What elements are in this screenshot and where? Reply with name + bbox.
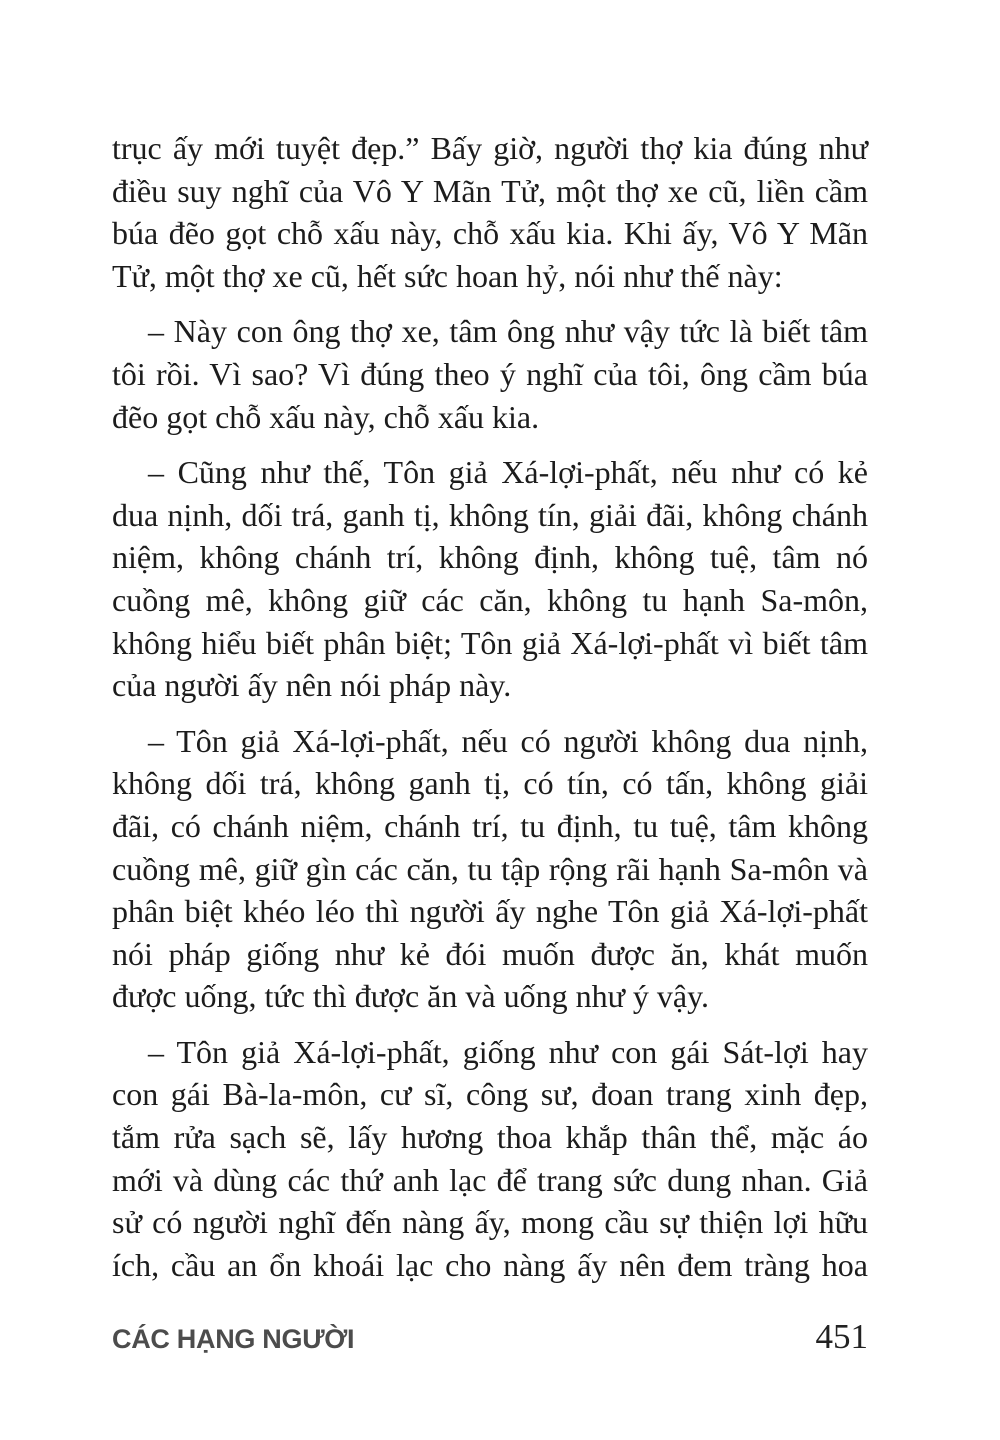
text-line	[112, 494, 868, 537]
text-line-content: niệm, không chánh trí, không định, không tuệ, tâm nó	[112, 539, 868, 576]
body-text	[112, 127, 868, 1286]
text-line	[112, 1116, 868, 1159]
paragraph	[112, 451, 868, 707]
running-title: CÁC HẠNG NGƯỜI	[112, 1324, 355, 1354]
text-line	[112, 1244, 868, 1287]
text-line-content: đẽo gọt chỗ xấu này, chỗ xấu kia.	[112, 398, 540, 435]
text-line	[112, 720, 868, 763]
text-line-content: dua nịnh, dối trá, ganh tị, không tín, giải đãi, không chánh	[112, 496, 868, 533]
text-line-content: – Tôn giả Xá-lợi-phất, giống như con gái Sát-lợi hay	[148, 1033, 868, 1070]
page-number: 451	[815, 1317, 868, 1356]
text-line-content: phân biệt khéo léo thì người ấy nghe Tôn giả Xá-lợi-phất	[112, 893, 868, 930]
paragraph	[112, 1031, 868, 1287]
text-line	[112, 805, 868, 848]
text-line	[112, 1031, 868, 1074]
text-line-content: không dối trá, không ganh tị, có tín, có tấn, không giải	[112, 765, 868, 802]
text-line	[112, 933, 868, 976]
text-line-content: ích, cầu an ổn khoái lạc cho nàng ấy nên đem tràng hoa	[112, 1246, 868, 1283]
text-line-content: Tử, một thợ xe cũ, hết sức hoan hỷ, nói như thế này:	[112, 257, 783, 294]
text-line	[112, 536, 868, 579]
text-line-content: cuồng mê, giữ gìn các căn, tu tập rộng rãi hạnh Sa-môn và	[112, 850, 868, 887]
page-footer	[112, 1319, 868, 1354]
text-line	[112, 762, 868, 805]
text-line	[112, 1201, 868, 1244]
paragraph	[112, 720, 868, 1018]
text-line	[112, 310, 868, 353]
text-line-content: được uống, tức thì được ăn và uống như ý vậy.	[112, 978, 710, 1015]
text-line	[112, 396, 868, 439]
text-line	[112, 1159, 868, 1202]
text-line	[112, 212, 868, 255]
text-line	[112, 622, 868, 665]
text-line	[112, 890, 868, 933]
text-line	[112, 255, 868, 298]
text-line	[112, 664, 868, 707]
text-line-content: – Cũng như thế, Tôn giả Xá-lợi-phất, nếu như có kẻ	[148, 454, 868, 491]
text-line	[112, 127, 868, 170]
text-line-content: sử có người nghĩ đến nàng ấy, mong cầu sự thiện lợi hữu	[112, 1204, 868, 1241]
text-line-content: – Này con ông thợ xe, tâm ông như vậy tức là biết tâm	[148, 313, 868, 350]
text-line-content: tôi rồi. Vì sao? Vì đúng theo ý nghĩ của tôi, ông cầm búa	[112, 355, 868, 392]
text-line	[112, 451, 868, 494]
text-line-content: con gái Bà-la-môn, cư sĩ, công sư, đoan trang xinh đẹp,	[112, 1076, 868, 1113]
text-line	[112, 579, 868, 622]
text-line-content: điều suy nghĩ của Vô Y Mãn Tử, một thợ xe cũ, liền cầm	[112, 172, 868, 209]
text-line-content: không hiểu biết phân biệt; Tôn giả Xá-lợi-phất vì biết tâm	[112, 624, 868, 661]
text-line-content: búa đẽo gọt chỗ xấu này, chỗ xấu kia. Khi ấy, Vô Y Mãn	[112, 215, 868, 252]
text-line-content: – Tôn giả Xá-lợi-phất, nếu có người không dua nịnh,	[148, 722, 868, 759]
text-line-content: nói pháp giống như kẻ đói muốn được ăn, khát muốn	[112, 935, 868, 972]
text-line-content: trục ấy mới tuyệt đẹp.” Bấy giờ, người thợ kia đúng như	[112, 130, 868, 166]
text-line-content: của người ấy nên nói pháp này.	[112, 667, 512, 704]
text-line	[112, 848, 868, 891]
text-line-content: tắm rửa sạch sẽ, lấy hương thoa khắp thân thể, mặc áo	[112, 1119, 868, 1156]
text-line-content: đãi, có chánh niệm, chánh trí, tu định, tu tuệ, tâm không	[112, 807, 868, 844]
text-line	[112, 975, 868, 1018]
text-line	[112, 353, 868, 396]
paragraph	[112, 127, 868, 297]
text-line	[112, 170, 868, 213]
text-line-content: cuồng mê, không giữ các căn, không tu hạnh Sa-môn,	[112, 581, 868, 618]
text-line-content: mới và dùng các thứ anh lạc để trang sức dung nhan. Giả	[112, 1161, 868, 1198]
text-line	[112, 1073, 868, 1116]
paragraph	[112, 310, 868, 438]
